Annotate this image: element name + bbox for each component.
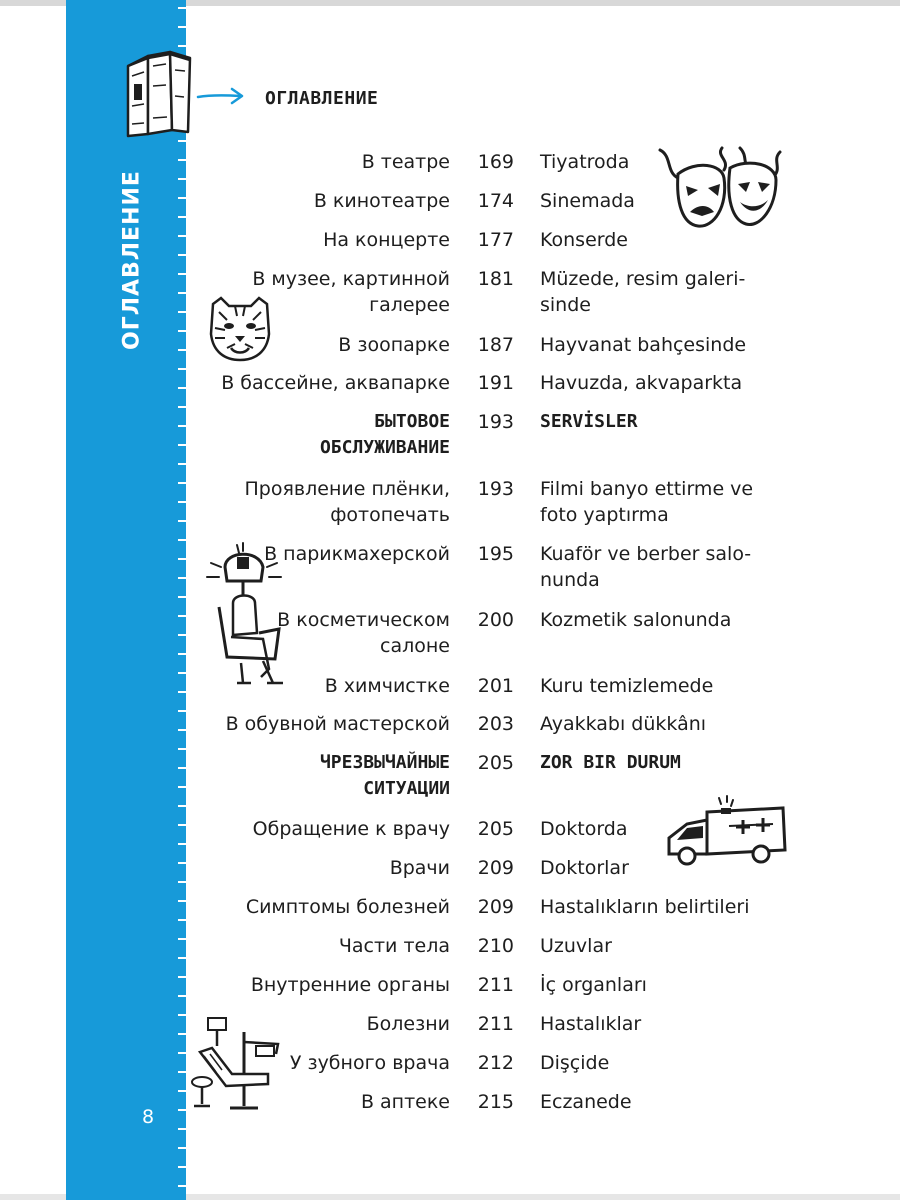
- entry-tr: Havuzda, akvaparkta: [540, 372, 743, 394]
- entry-ru: В химчистке: [324, 675, 450, 697]
- entry-tr: Kuaför ve berber salo- nunda: [540, 543, 752, 591]
- books-icon: [118, 46, 198, 140]
- section-tr: SERVİSLER: [540, 411, 638, 432]
- page-title: ОГЛАВЛЕНИЕ: [265, 88, 379, 109]
- tiger-icon: [205, 294, 275, 364]
- entry-ru: Обращение к врачу: [252, 818, 450, 840]
- entry-page: 210: [477, 935, 514, 957]
- entry-page: 205: [477, 752, 514, 774]
- ambulance-icon: [663, 794, 789, 870]
- entry-ru: В парикмахерской: [264, 543, 450, 565]
- entry-page: 211: [477, 974, 514, 996]
- entry-ru: В кинотеатре: [313, 190, 450, 212]
- arrow-icon: [196, 86, 246, 106]
- page-number: 8: [141, 1106, 155, 1128]
- entry-page: 177: [477, 229, 514, 251]
- entry-tr: Müzede, resim galeri- sinde: [540, 268, 746, 316]
- entry-ru: На концерте: [323, 229, 450, 251]
- entry-ru: В обувной мастерской: [225, 713, 450, 735]
- entry-page: 209: [477, 896, 514, 918]
- section-ru: ЧРЕЗВЫЧАЙНЫЕ СИТУАЦИИ: [319, 752, 450, 799]
- entry-tr: Doktorda: [540, 818, 628, 840]
- entry-tr: Sinemada: [540, 190, 635, 212]
- entry-ru: Проявление плёнки, фотопечать: [244, 478, 450, 526]
- entry-tr: Hayvanat bahçesinde: [540, 334, 747, 356]
- entry-page: 205: [477, 818, 514, 840]
- entry-tr: İç organları: [540, 974, 647, 996]
- entry-page: 193: [477, 411, 514, 433]
- entry-tr: Hastalıkların belirtileri: [540, 896, 750, 918]
- entry-tr: Dişçide: [540, 1052, 610, 1074]
- entry-ru: В зоопарке: [338, 334, 450, 356]
- entry-ru: В аптеке: [360, 1091, 450, 1113]
- entry-tr: Kuru temizlemede: [540, 675, 714, 697]
- entry-tr: Doktorlar: [540, 857, 629, 879]
- entry-tr: Tiyatroda: [540, 151, 630, 173]
- entry-tr: Ayakkabı dükkânı: [540, 713, 707, 735]
- dental-chair-icon: [186, 1012, 286, 1112]
- entry-page: 195: [477, 543, 514, 565]
- entry-page: 209: [477, 857, 514, 879]
- entry-page: 203: [477, 713, 514, 735]
- entry-page: 200: [477, 609, 514, 631]
- entry-page: 201: [477, 675, 514, 697]
- entry-page: 169: [477, 151, 514, 173]
- entry-ru: В музее, картинной галерее: [252, 268, 450, 316]
- entry-ru: В театре: [361, 151, 450, 173]
- entry-page: 212: [477, 1052, 514, 1074]
- entry-page: 174: [477, 190, 514, 212]
- entry-ru: В косметическом салоне: [277, 609, 450, 657]
- entry-ru: Внутренние органы: [250, 974, 450, 996]
- entry-page: 191: [477, 372, 514, 394]
- hair-dryer-chair-icon: [203, 537, 295, 687]
- entry-ru: Части тела: [338, 935, 450, 957]
- entry-page: 187: [477, 334, 514, 356]
- entry-tr: Uzuvlar: [540, 935, 612, 957]
- entry-page: 193: [477, 478, 514, 500]
- theater-masks-icon: [652, 142, 788, 234]
- entry-page: 181: [477, 268, 514, 290]
- section-tr: ZOR BIR DURUM: [540, 752, 681, 773]
- entry-page: 211: [477, 1013, 514, 1035]
- entry-ru: У зубного врача: [289, 1052, 450, 1074]
- entry-ru: В бассейне, аквапарке: [221, 372, 450, 394]
- entry-ru: Симптомы болезней: [245, 896, 450, 918]
- entry-tr: Kozmetik salonunda: [540, 609, 732, 631]
- entry-page: 215: [477, 1091, 514, 1113]
- entry-tr: Hastalıklar: [540, 1013, 642, 1035]
- entry-ru: Врачи: [389, 857, 450, 879]
- side-title: ОГЛАВЛЕНИЕ: [119, 170, 145, 350]
- entry-tr: Konserde: [540, 229, 628, 251]
- entry-tr: Filmi banyo ettirme ve foto yaptırma: [540, 478, 754, 526]
- section-ru: БЫТОВОЕ ОБСЛУЖИВАНИЕ: [319, 411, 450, 458]
- entry-ru: Болезни: [366, 1013, 450, 1035]
- entry-tr: Eczanede: [540, 1091, 632, 1113]
